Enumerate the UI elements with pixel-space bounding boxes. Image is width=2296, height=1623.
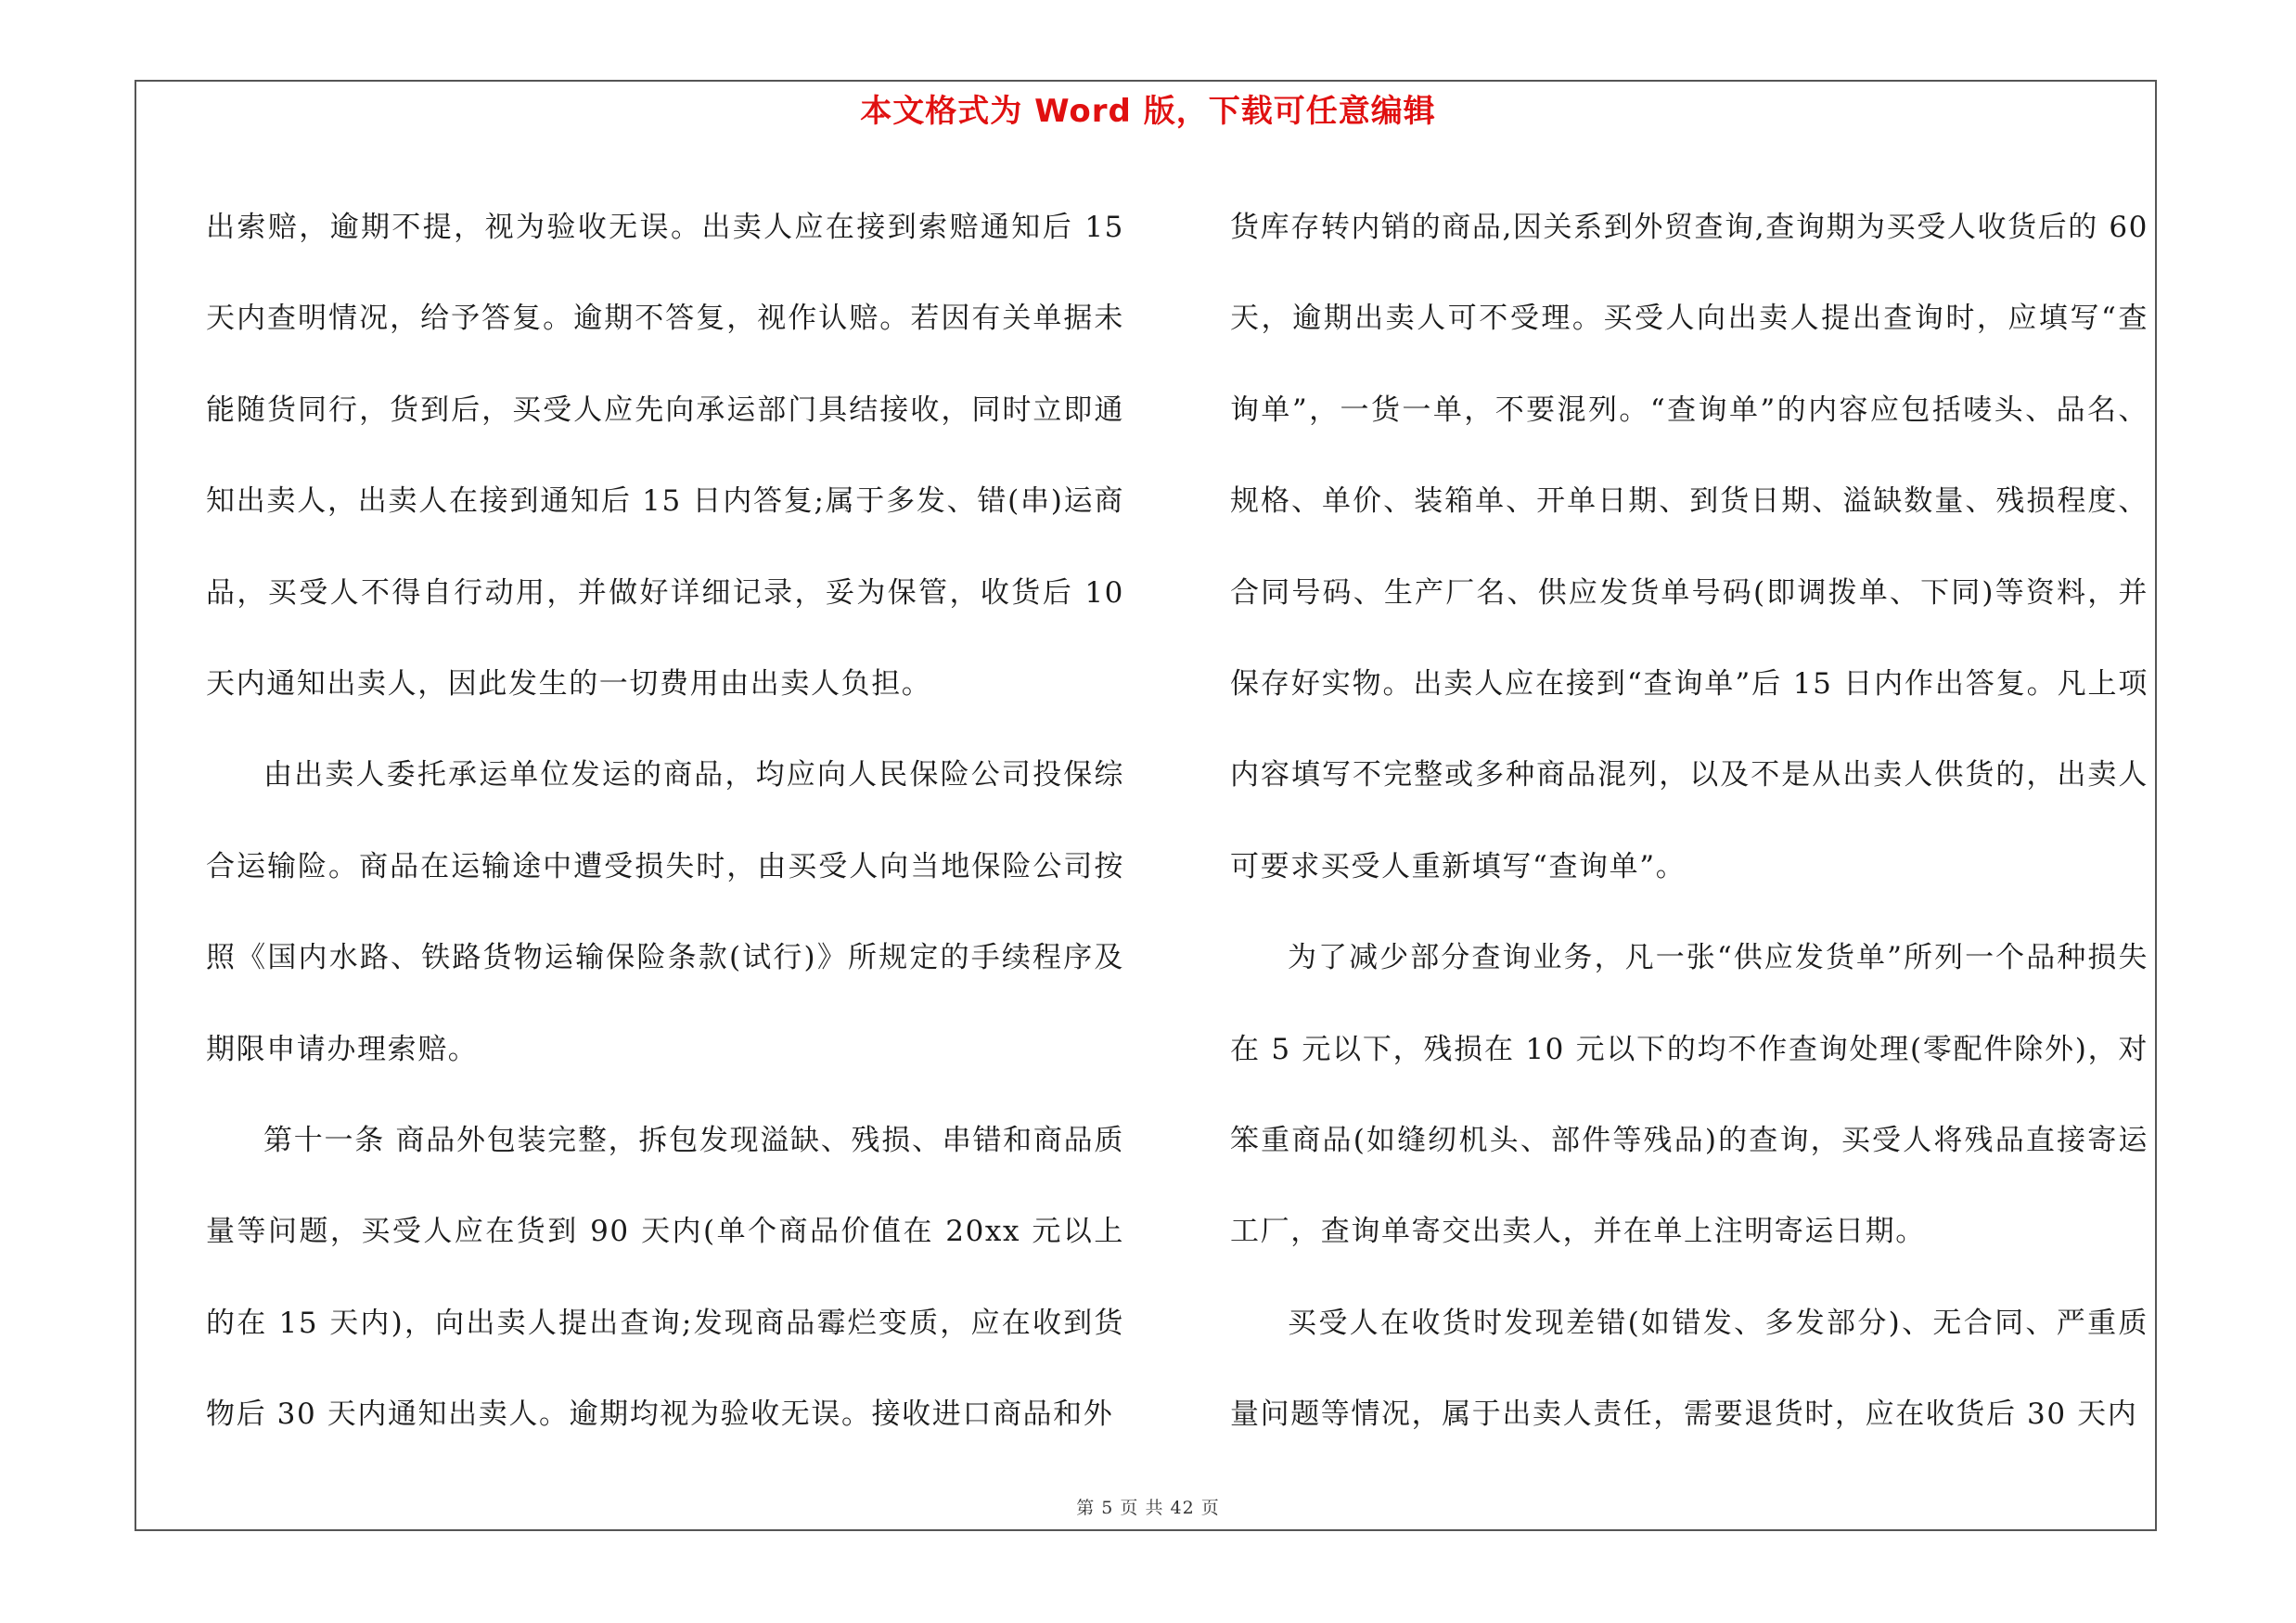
- format-banner: 本文格式为 Word 版，下载可任意编辑: [860, 93, 1436, 130]
- paragraph: 买受人在收货时发现差错(如错发、多发部分)、无合同、严重质量问题等情况，属于出卖人责任，需要退货时，应在收货后 30 天内: [1230, 1306, 2148, 1432]
- paragraph: 由出卖人委托承运单位发运的商品，均应向人民保险公司投保综合运输险。商品在运输途中遭受损失时，由买受人向当地保险公司按照《国内水路、铁路货物运输保险条款(试行)》所规定的手续程序及期限申请办理索赔。: [206, 758, 1124, 1066]
- left-column: [206, 182, 1124, 1461]
- paragraph: 出索赔，逾期不提，视为验收无误。出卖人应在接到索赔通知后 15 天内查明情况，给予答复。逾期不答复，视作认赔。若因有关单据未能随货同行，货到后，买受人应先向承运部门具结接收，同时立即通知出卖人，出卖人在接到通知后 15 日内答复;属于多发、错(串)运商品，买受人不得自行动用，并做好详细记录，妥为保管，收货后 10 天内通知出卖人，因此发生的一切费用由出卖人负担。: [206, 211, 1124, 702]
- right-column: [1230, 182, 2148, 1461]
- paragraph: 为了减少部分查询业务，凡一张“供应发货单”所列一个品种损失在 5 元以下，残损在 10 元以下的均不作查询处理(零配件除外)，对笨重商品(如缝纫机头、部件等残品)的查询，买受人将残品直接寄运工厂，查询单寄交出卖人，并在单上注明寄运日期。: [1230, 941, 2148, 1249]
- paragraph: 第十一条 商品外包装完整，拆包发现溢缺、残损、串错和商品质量等问题，买受人应在货到 90 天内(单个商品价值在 20xx 元以上的在 15 天内)，向出卖人提出查询;发现商品霉烂变质，应在收到货物后 30 天内通知出卖人。逾期均视为验收无误。接收进口商品和外: [206, 1124, 1124, 1432]
- paragraph: 货库存转内销的商品,因关系到外贸查询,查询期为买受人收货后的 60 天，逾期出卖人可不受理。买受人向出卖人提出查询时，应填写“查询单”，一货一单，不要混列。“查询单”的内容应包括唛头、品名、规格、单价、装箱单、开单日期、到货日期、溢缺数量、残损程度、合同号码、生产厂名、供应发货单号码(即调拨单、下同)等资料，并保存好实物。出卖人应在接到“查询单”后 15 日内作出答复。凡上项内容填写不完整或多种商品混列，以及不是从出卖人供货的，出卖人可要求买受人重新填写“查询单”。: [1230, 211, 2148, 883]
- page-number: 第 5 页 共 42 页: [1076, 1498, 1220, 1518]
